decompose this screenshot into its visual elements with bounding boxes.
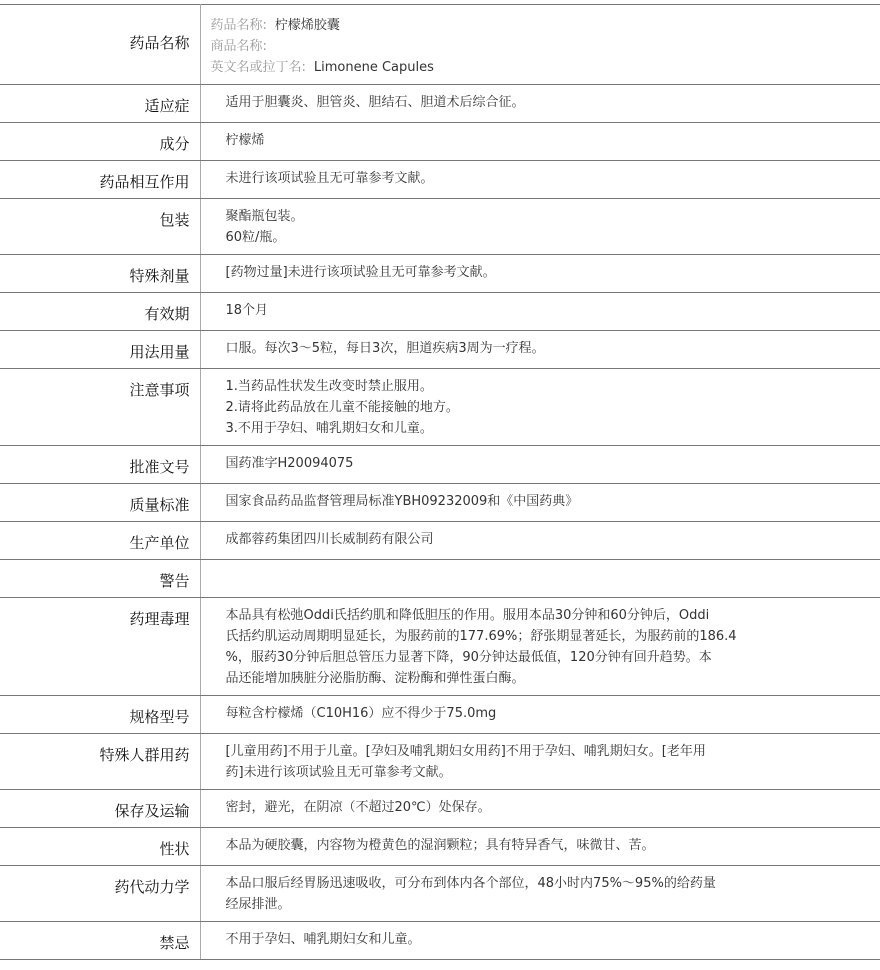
info-row xyxy=(0,696,880,734)
row-value-line: 不用于孕妇、哺乳期妇女和儿童。 xyxy=(225,932,421,947)
generic-name-key: 药品名称: xyxy=(210,18,267,33)
row-value xyxy=(200,866,880,922)
row-value-line: 氏括约肌运动周期明显延长，为服药前的177.69%；舒张期显著延长，为服药前的186.4 xyxy=(225,629,737,644)
english-name-line xyxy=(211,57,861,78)
row-value-line: 聚酯瓶包装。 xyxy=(225,209,304,224)
row-value-line: [儿童用药]不用于儿童。[孕妇及哺乳期妇女用药]不用于孕妇、哺乳期妇女。[老年用 xyxy=(225,744,706,759)
english-name-key: 英文名或拉丁名: xyxy=(210,60,306,75)
row-value-line: 成都蓉药集团四川长威制药有限公司 xyxy=(225,532,434,547)
row-label: 保存及运输 xyxy=(0,790,200,828)
row-value-line: 经尿排泄。 xyxy=(225,897,291,912)
info-row xyxy=(0,522,880,560)
row-value xyxy=(200,161,880,199)
row-value-line: 每粒含柠檬烯（C10H16）应不得少于75.0mg xyxy=(225,706,497,721)
row-value xyxy=(200,331,880,369)
row-label: 药品名称 xyxy=(0,5,200,85)
row-value xyxy=(200,446,880,484)
row-value xyxy=(200,85,880,123)
row-value-line: 本品口服后经胃肠迅速吸收，可分布到体内各个部位，48小时内75%～95%的给药量 xyxy=(225,876,716,891)
row-value xyxy=(200,560,880,598)
row-value xyxy=(200,484,880,522)
info-row xyxy=(0,828,880,866)
info-row xyxy=(0,790,880,828)
row-label: 特殊人群用药 xyxy=(0,734,200,790)
info-row xyxy=(0,199,880,255)
row-label: 包装 xyxy=(0,199,200,255)
row-drug-name xyxy=(0,5,880,85)
info-row xyxy=(0,123,880,161)
row-value-line: 口服。每次3～5粒，每日3次，胆道疾病3周为一疗程。 xyxy=(225,341,545,356)
row-value-line: 18个月 xyxy=(225,303,269,318)
row-label: 禁忌 xyxy=(0,922,200,960)
row-value xyxy=(200,922,880,960)
row-value xyxy=(200,734,880,790)
row-label: 注意事项 xyxy=(0,369,200,446)
row-value xyxy=(200,790,880,828)
row-label: 性状 xyxy=(0,828,200,866)
row-value-line: 3.不用于孕妇、哺乳期妇女和儿童。 xyxy=(225,421,433,436)
info-row xyxy=(0,446,880,484)
row-value xyxy=(200,598,880,696)
row-value-line: 药]未进行该项试验且无可靠参考文献。 xyxy=(225,765,452,780)
generic-name-line xyxy=(211,15,861,36)
row-label: 规格型号 xyxy=(0,696,200,734)
row-label: 适应症 xyxy=(0,85,200,123)
row-value-line: 密封，避光，在阴凉（不超过20℃）处保存。 xyxy=(225,800,491,815)
row-label: 用法用量 xyxy=(0,331,200,369)
info-row xyxy=(0,484,880,522)
row-value xyxy=(200,5,880,85)
row-label: 有效期 xyxy=(0,293,200,331)
row-value-line: 国家食品药品监督管理局标准YBH09232009和《中国药典》 xyxy=(225,494,579,509)
row-value-line: 品还能增加胰脏分泌脂肪酶、淀粉酶和弹性蛋白酶。 xyxy=(225,671,525,686)
row-label: 质量标准 xyxy=(0,484,200,522)
row-label: 药代动力学 xyxy=(0,866,200,922)
info-row xyxy=(0,734,880,790)
row-value xyxy=(200,123,880,161)
info-row xyxy=(0,369,880,446)
row-value-line: 适用于胆囊炎、胆管炎、胆结石、胆道术后综合征。 xyxy=(225,95,525,110)
info-row xyxy=(0,866,880,922)
row-value xyxy=(200,696,880,734)
row-label: 药品相互作用 xyxy=(0,161,200,199)
info-row xyxy=(0,85,880,123)
row-value-line: 2.请将此药品放在儿童不能接触的地方。 xyxy=(225,400,459,415)
row-label: 生产单位 xyxy=(0,522,200,560)
row-value-line: [药物过量]未进行该项试验且无可靠参考文献。 xyxy=(225,265,496,280)
row-value-line: 国药准字H20094075 xyxy=(225,456,354,471)
row-value xyxy=(200,199,880,255)
info-row xyxy=(0,598,880,696)
row-value-line xyxy=(226,567,861,588)
generic-name-value: 柠檬烯胶囊 xyxy=(274,18,340,33)
info-row xyxy=(0,560,880,598)
row-label: 警告 xyxy=(0,560,200,598)
trade-name-line xyxy=(211,36,861,57)
row-value xyxy=(200,293,880,331)
english-name-value: Limonene Capules xyxy=(313,60,434,75)
drug-info-table xyxy=(0,4,880,960)
row-value-line: 未进行该项试验且无可靠参考文献。 xyxy=(225,171,434,186)
info-row xyxy=(0,331,880,369)
trade-name-key: 商品名称: xyxy=(210,39,267,54)
row-value-line: 1.当药品性状发生改变时禁止服用。 xyxy=(225,379,433,394)
info-row xyxy=(0,922,880,960)
row-label: 成分 xyxy=(0,123,200,161)
info-row xyxy=(0,161,880,199)
info-row xyxy=(0,293,880,331)
row-value-line: 60粒/瓶。 xyxy=(225,230,286,245)
row-value-line: 本品具有松弛Oddi氏括约肌和降低胆压的作用。服用本品30分钟和60分钟后，Oddi xyxy=(225,608,710,623)
row-value xyxy=(200,522,880,560)
row-value-line: 柠檬烯 xyxy=(225,133,265,148)
row-label: 特殊剂量 xyxy=(0,255,200,293)
row-label: 批准文号 xyxy=(0,446,200,484)
row-label: 药理毒理 xyxy=(0,598,200,696)
row-value-line: 本品为硬胶囊，内容物为橙黄色的湿润颗粒；具有特异香气，味微甘、苦。 xyxy=(225,838,655,853)
row-value xyxy=(200,255,880,293)
row-value xyxy=(200,369,880,446)
row-value xyxy=(200,828,880,866)
info-row xyxy=(0,255,880,293)
row-value-line: %，服药30分钟后胆总管压力显著下降，90分钟达最低值，120分钟有回升趋势。本 xyxy=(225,650,712,665)
